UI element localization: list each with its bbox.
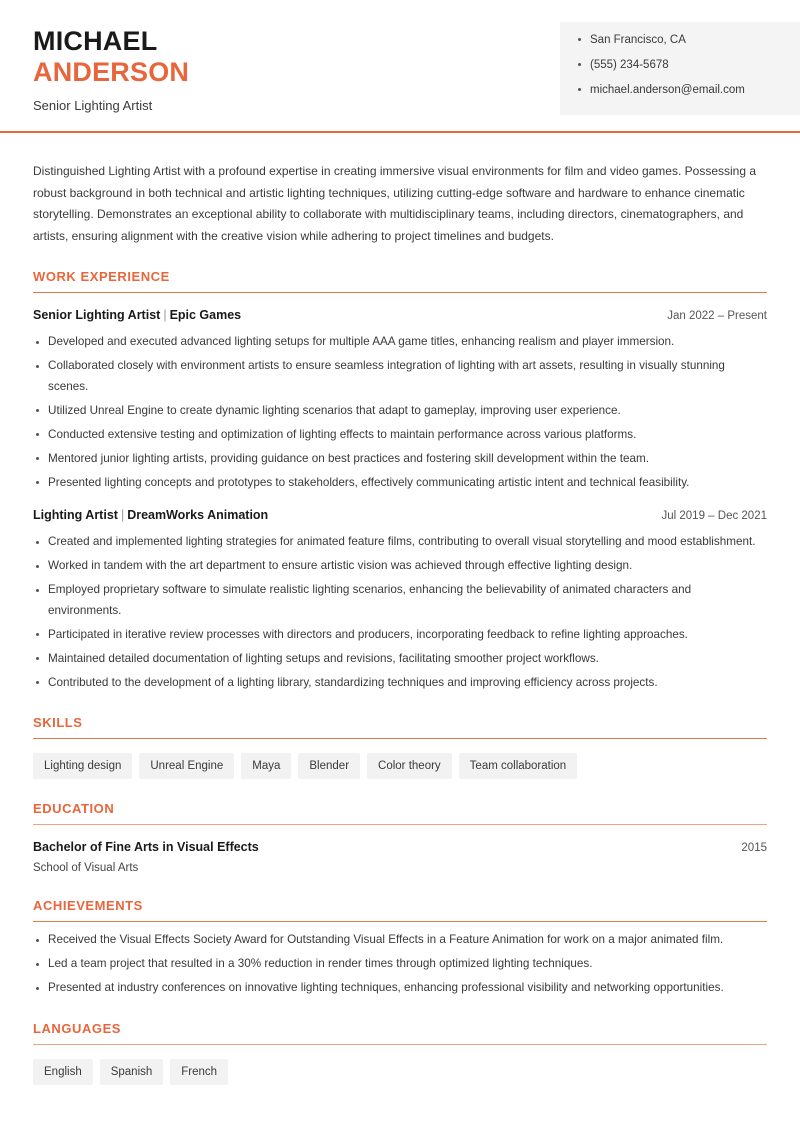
section-title-achievements: ACHIEVEMENTS — [33, 898, 143, 913]
language-chip: French — [170, 1059, 228, 1085]
education-degree: Bachelor of Fine Arts in Visual Effects — [33, 840, 259, 854]
work-entry-title — [33, 307, 241, 323]
section-education — [33, 801, 767, 876]
section-skills — [33, 715, 767, 779]
list-item: Worked in tandem with the art department to ensure artistic vision was achieved through effective lighting design. — [33, 556, 767, 577]
title-separator: | — [120, 508, 125, 522]
list-item: Received the Visual Effects Society Award for Outstanding Visual Effects in a Feature Animation for work on a major animated film. — [33, 930, 767, 951]
skill-chip: Unreal Engine — [139, 753, 234, 779]
list-item: Contributed to the development of a lighting library, standardizing techniques and improving efficiency across projects. — [33, 673, 767, 694]
list-item: Maintained detailed documentation of lighting setups and revisions, facilitating smoother project workflows. — [33, 649, 767, 670]
resume-header — [0, 0, 800, 133]
work-entry — [33, 307, 767, 493]
work-entry-head — [33, 507, 767, 524]
section-achievements — [33, 898, 767, 999]
header-identity — [33, 26, 189, 114]
section-rule-languages — [33, 1044, 767, 1045]
work-role: Senior Lighting Artist — [33, 308, 161, 322]
contact-location: San Francisco, CA — [578, 33, 786, 47]
contact-phone: (555) 234-5678 — [578, 58, 786, 72]
work-bullets — [33, 532, 767, 693]
list-item: Developed and executed advanced lighting setups for multiple AAA game titles, enhancing realism and player immersion. — [33, 332, 767, 353]
education-entry-head — [33, 839, 767, 856]
skills-chip-list — [33, 753, 767, 779]
list-item: Collaborated closely with environment artists to ensure seamless integration of lighting with art assets, resulting in visually stunning scenes. — [33, 356, 767, 397]
contact-email: michael.anderson@email.com — [578, 83, 786, 97]
work-entry-title — [33, 507, 268, 523]
list-item: Led a team project that resulted in a 30% reduction in render times through optimized lighting techniques. — [33, 954, 767, 975]
list-item: Employed proprietary software to simulate realistic lighting scenarios, enhancing the believability of animated characters and environments. — [33, 580, 767, 621]
section-rule-achievements — [33, 921, 767, 922]
list-item: Mentored junior lighting artists, providing guidance on best practices and fostering skill development within the team. — [33, 449, 767, 470]
professional-summary: Distinguished Lighting Artist with a profound expertise in creating immersive visual environments for film and video games. Possessing a robust background in both technical and artistic lighting techniques, utilizing cutting-edge software and hardware to enhance cinematic storytelling. Demonstrates an exceptional ability to collaborate with multidisciplinary teams, including directors, cinematographers, and artists, ensuring alignment with the creative vision while adhering to project timelines and budgets. — [33, 164, 757, 243]
contact-info-box — [560, 22, 800, 115]
section-work-experience — [33, 269, 767, 693]
skill-chip: Blender — [298, 753, 360, 779]
list-item: Created and implemented lighting strategies for animated feature films, contributing to overall visual storytelling and mood establishment. — [33, 532, 767, 553]
last-name: ANDERSON — [33, 57, 190, 87]
list-item: Conducted extensive testing and optimization of lighting effects to maintain performance across various platforms. — [33, 425, 767, 446]
work-entry — [33, 507, 767, 693]
work-entry-head — [33, 307, 767, 324]
list-item: Participated in iterative review processes with directors and producers, incorporating feedback to refine lighting approaches. — [33, 625, 767, 646]
work-entry-date: Jan 2022 – Present — [667, 310, 767, 322]
work-company: Epic Games — [169, 308, 242, 322]
language-chip: Spanish — [100, 1059, 164, 1085]
section-title-education: EDUCATION — [33, 801, 115, 816]
section-languages — [33, 1021, 767, 1085]
section-rule-work — [33, 292, 767, 293]
language-chip: English — [33, 1059, 93, 1085]
section-rule-education — [33, 824, 767, 825]
section-rule-skills — [33, 738, 767, 739]
list-item: Presented at industry conferences on innovative lighting techniques, enhancing professional visibility and networking opportunities. — [33, 978, 767, 999]
education-school: School of Visual Arts — [33, 862, 139, 874]
list-item: Presented lighting concepts and prototypes to stakeholders, effectively communicating artistic intent and technical feasibility. — [33, 473, 767, 494]
list-item: Utilized Unreal Engine to create dynamic lighting scenarios that adapt to gameplay, improving user experience. — [33, 401, 767, 422]
achievements-bullets — [33, 930, 767, 999]
work-role: Lighting Artist — [33, 508, 118, 522]
skill-chip: Color theory — [367, 753, 452, 779]
skill-chip: Maya — [241, 753, 291, 779]
work-entry-date: Jul 2019 – Dec 2021 — [661, 510, 767, 522]
work-bullets — [33, 332, 767, 493]
skill-chip: Lighting design — [33, 753, 132, 779]
headline-job-title: Senior Lighting Artist — [33, 98, 153, 113]
work-company: DreamWorks Animation — [127, 508, 269, 522]
skill-chip: Team collaboration — [459, 753, 578, 779]
section-title-languages: LANGUAGES — [33, 1020, 122, 1036]
languages-chip-list — [33, 1059, 767, 1085]
first-name: MICHAEL — [33, 26, 158, 56]
education-entry — [33, 839, 767, 876]
title-separator: | — [163, 308, 167, 322]
header-divider — [0, 131, 800, 133]
education-date: 2015 — [741, 842, 767, 854]
section-title-work: WORK EXPERIENCE — [33, 269, 170, 284]
resume-body — [0, 161, 800, 1085]
section-title-skills: SKILLS — [33, 715, 83, 730]
